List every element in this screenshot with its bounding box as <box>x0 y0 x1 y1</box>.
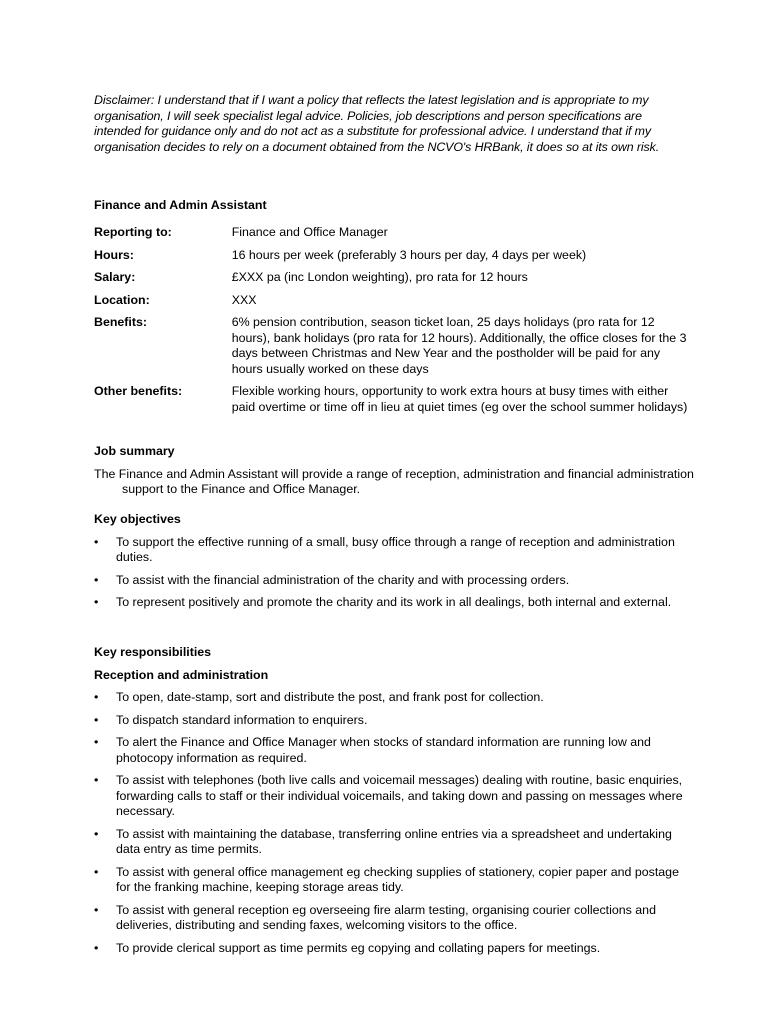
detail-value: £XXX pa (inc London weighting), pro rata for 12 hours <box>231 270 528 284</box>
list-item <box>94 903 694 934</box>
job-details-table <box>94 225 694 422</box>
bullet-glyph: • <box>94 690 99 704</box>
bullet-glyph: • <box>94 902 99 917</box>
list-item <box>94 690 694 706</box>
detail-value: 16 hours per week (preferably 3 hours per day, 4 days per week) <box>231 247 587 262</box>
job-summary-text: The Finance and Admin Assistant will provide a range of reception, administration and financial administration support to the Finance and Office Manager. <box>94 466 694 496</box>
key-objectives-list <box>94 535 694 611</box>
list-item-text: To dispatch standard information to enquirers. <box>116 712 368 727</box>
bullet-glyph: • <box>94 826 99 841</box>
list-item <box>94 773 694 820</box>
bullet-glyph: • <box>94 572 99 587</box>
detail-value: Flexible working hours, opportunity to work extra hours at busy times with either paid overtime or time off in lieu at quiet times (eg over the school summer holidays) <box>231 384 688 414</box>
list-item <box>94 535 694 566</box>
list-item-text: To assist with maintaining the database, transferring online entries via a spreadsheet and undertaking data entry as time permits. <box>116 826 672 856</box>
list-item <box>94 941 694 957</box>
bullet-glyph: • <box>94 940 99 955</box>
detail-row-hours <box>94 248 694 271</box>
list-item <box>94 827 694 858</box>
list-item-text: To assist with the financial administration of the charity and with processing orders. <box>116 572 570 587</box>
list-item-text: To assist with general reception eg overseeing fire alarm testing, organising courier collections and deliveries, distributing and sending faxes, welcoming visitors to the office. <box>116 902 656 932</box>
list-item <box>94 595 694 611</box>
key-responsibilities-section <box>94 645 694 963</box>
detail-label: Reporting to: <box>94 225 172 239</box>
bullet-glyph: • <box>94 773 99 787</box>
key-responsibilities-list <box>94 690 694 956</box>
list-item <box>94 713 694 729</box>
reception-admin-subheading: Reception and administration <box>94 667 269 682</box>
detail-label: Other benefits: <box>94 384 183 398</box>
list-item-text: To alert the Finance and Office Manager when stocks of standard information are running low and photocopy information as required. <box>116 735 651 765</box>
bullet-glyph: • <box>94 595 99 609</box>
detail-row-reporting <box>94 225 694 248</box>
detail-label: Salary: <box>94 270 136 284</box>
bullet-glyph: • <box>94 735 99 749</box>
job-title: Finance and Admin Assistant <box>94 198 267 212</box>
list-item-text: To support the effective running of a small, busy office through a range of reception and administration duties. <box>116 534 675 564</box>
list-item-text: To assist with telephones (both live calls and voicemail messages) dealing with routine, basic enquiries, forwarding calls to staff or their individual voicemails, and taking down and passing on messages where necessary. <box>116 773 683 818</box>
list-item-text: To represent positively and promote the charity and its work in all dealings, both internal and external. <box>116 595 672 609</box>
key-objectives-heading: Key objectives <box>94 512 181 526</box>
detail-label: Hours: <box>94 247 134 262</box>
list-item-text: To open, date-stamp, sort and distribute the post, and frank post for collection. <box>116 690 544 704</box>
list-item-text: To provide clerical support as time permits eg copying and collating papers for meetings. <box>116 940 601 955</box>
detail-row-location <box>94 293 694 316</box>
job-summary-heading: Job summary <box>94 444 175 458</box>
job-summary-section <box>94 444 694 498</box>
list-item <box>94 573 694 589</box>
detail-row-benefits <box>94 315 694 384</box>
key-objectives-section <box>94 512 694 618</box>
detail-label: Location: <box>94 292 150 307</box>
detail-row-salary <box>94 270 694 293</box>
key-responsibilities-heading: Key responsibilities <box>94 645 212 659</box>
detail-value: XXX <box>231 292 257 307</box>
detail-label: Benefits: <box>94 315 148 329</box>
bullet-glyph: • <box>94 534 99 549</box>
disclaimer-text: Disclaimer: I understand that if I want a policy that reflects the latest legislation and is appropriate to my organisation, I will seek specialist legal advice. Policies, job descriptions and person specifications are intended for guidance only and do not act as a substitute for professional advice. I understand that if my organisation decides to rely on a document obtained from the NCVO's HRBank, it does so at its own risk. <box>94 93 660 154</box>
bullet-glyph: • <box>94 864 99 879</box>
detail-value: Finance and Office Manager <box>231 225 388 239</box>
list-item-text: To assist with general office management eg checking supplies of stationery, copier paper and postage for the franking machine, keeping storage areas tidy. <box>116 864 679 894</box>
list-item <box>94 865 694 896</box>
detail-row-other-benefits <box>94 384 694 422</box>
bullet-glyph: • <box>94 712 99 727</box>
detail-value: 6% pension contribution, season ticket loan, 25 days holidays (pro rata for 12 hours), bank holidays (pro rata for 12 hours). Additionally, the office closes for the 3 days between Christmas and New Year and the postholder will be paid for any hours usually worked on these days <box>231 315 687 376</box>
list-item <box>94 735 694 766</box>
